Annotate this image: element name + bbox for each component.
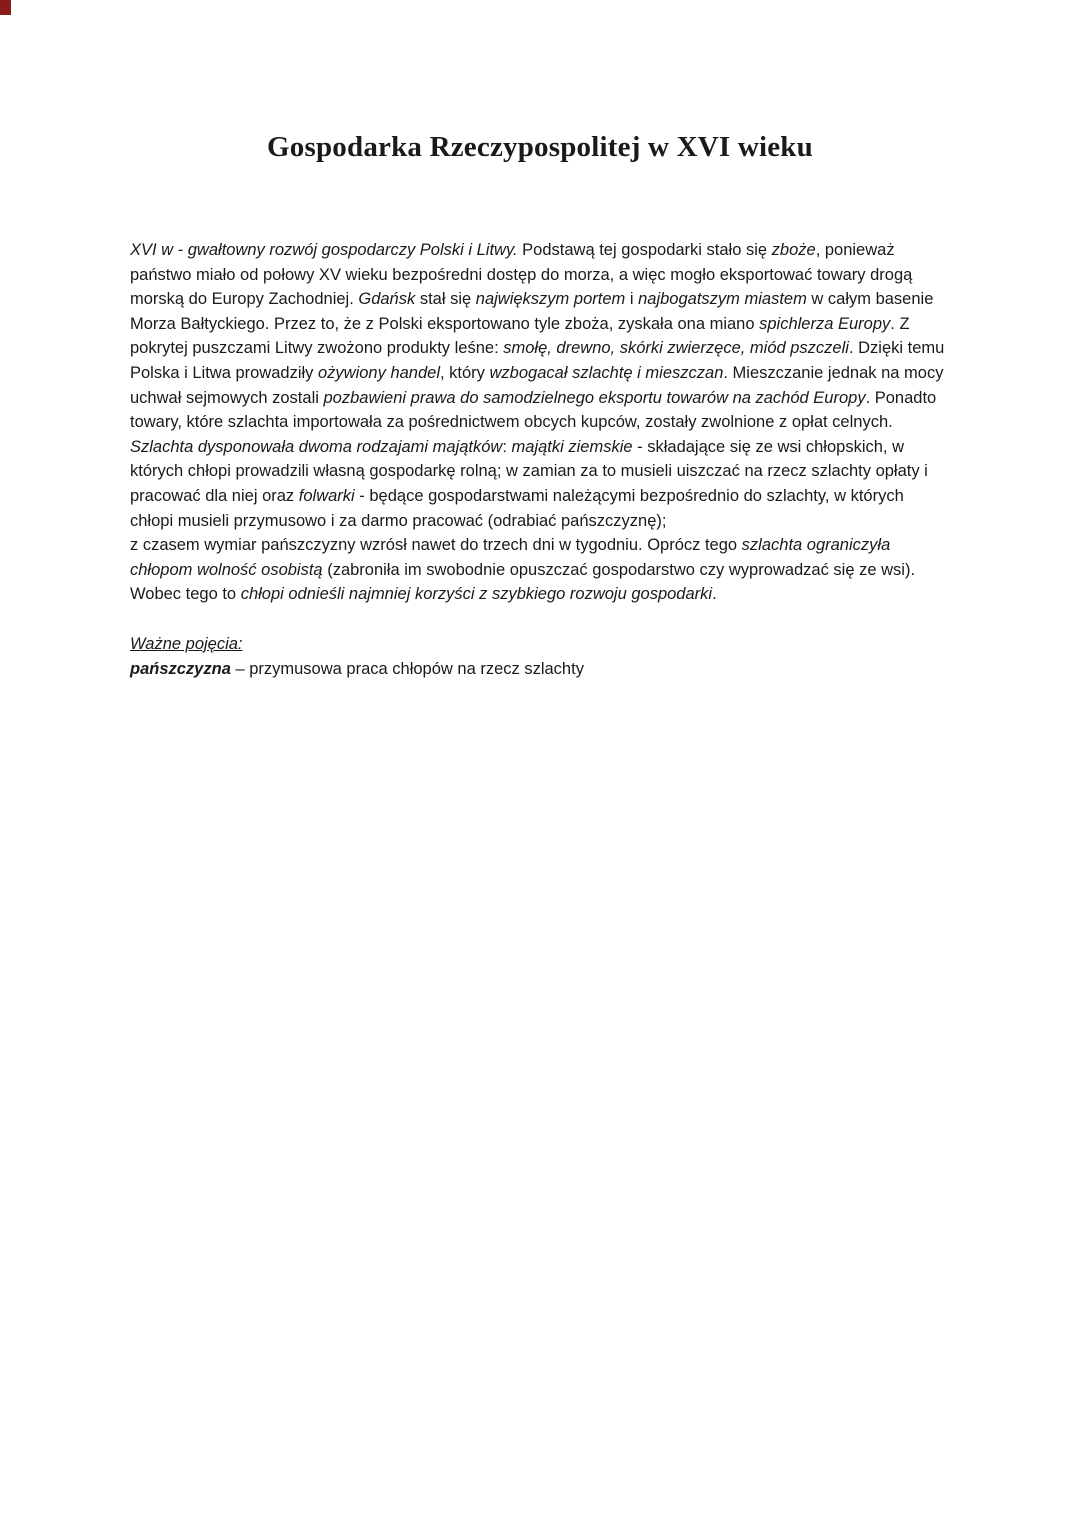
glossary-entry: pańszczyzna – przymusowa praca chłopów na rzecz szlachty xyxy=(130,659,584,678)
paragraph-continuation: z czasem wymiar pańszczyzny wzrósł nawet do trzech dni w tygodniu. Oprócz tego szlachta ograniczyła chłopom wolność osobistą (zabroniła im swobodnie opuszczać gospodarstwo czy wyprowadzać się ze wsi). Wobec tego to chłopi odnieśli najmniej korzyści z szybkiego rozwoju gospodarki. xyxy=(130,536,916,604)
corner-artifact xyxy=(0,0,11,15)
glossary-heading: Ważne pojęcia: xyxy=(130,634,243,653)
document-body xyxy=(130,238,950,681)
paragraph-main: XVI w - gwałtowny rozwój gospodarczy Polski i Litwy. Podstawą tej gospodarki stało się zboże, ponieważ państwo miało od połowy XV wieku bezpośredni dostęp do morza, a więc mogło eksportować towary drogą morską do Europy Zachodniej. Gdańsk stał się największym portem i najbogatszym miastem w całym basenie Morza Bałtyckiego. Przez to, że z Polski eksportowano tyle zboża, zyskała ona miano spichlerza Europy. Z pokrytej puszczami Litwy zwożono produkty leśne: smołę, drewno, skórki zwierzęce, miód pszczeli. Dzięki temu Polska i Litwa prowadziły ożywiony handel, który wzbogacał szlachtę i mieszczan. Mieszczanie jednak na mocy uchwał sejmowych zostali pozbawieni prawa do samodzielnego eksportu towarów na zachód Europy. Ponadto towary, które szlachta importowała za pośrednictwem obcych kupców, zostały zwolnione z opłat celnych. Szlachta dysponowała dwoma rodzajami majątków: majątki ziemskie - składające się ze wsi chłopskich, w których chłopi prowadzili własną gospodarkę rolną; w zamian za to musieli uiszczać na rzecz szlachty opłaty i pracować dla niej oraz folwarki - będące gospodarstwami należącymi bezpośrednio do szlachty, w których chłopi musieli przymusowo i za darmo pracować (odrabiać pańszczyznę); xyxy=(130,241,945,530)
document-title: Gospodarka Rzeczypospolitej w XVI wieku xyxy=(267,131,813,163)
